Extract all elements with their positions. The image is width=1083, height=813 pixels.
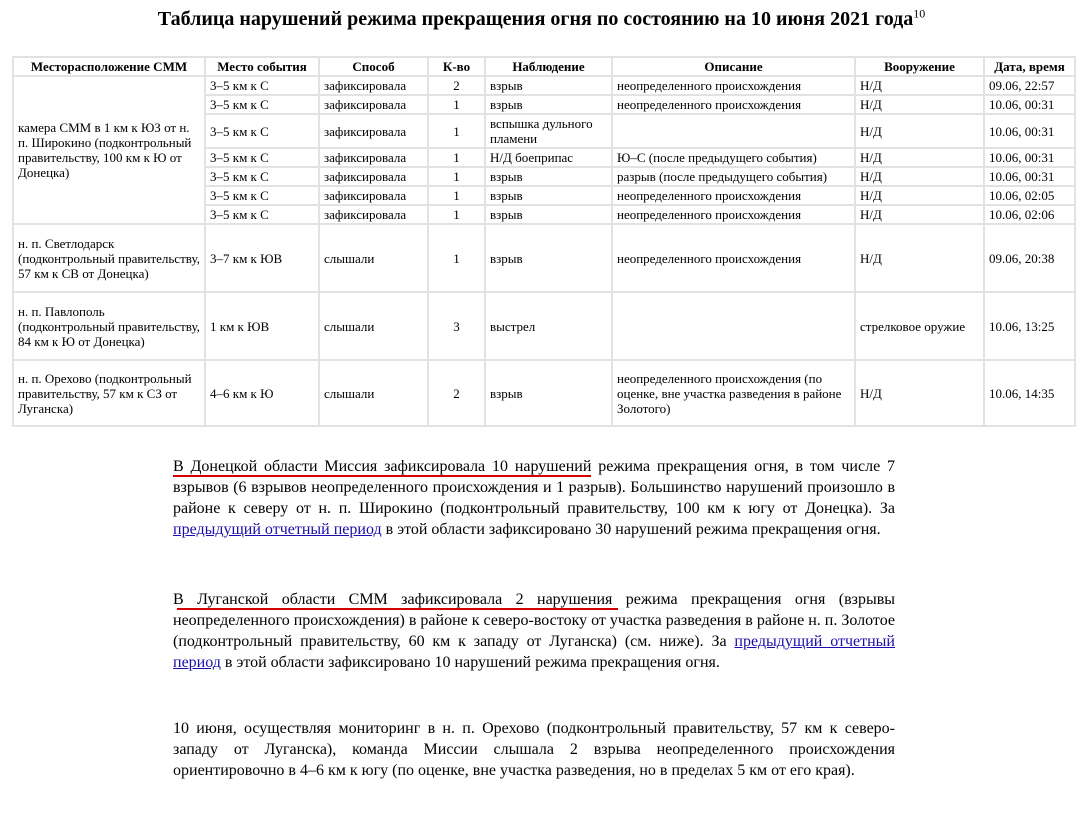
column-header: Способ (320, 58, 427, 75)
event-place-cell: 3–5 км к С (206, 149, 318, 166)
observation-cell: взрыв (486, 361, 611, 425)
count-cell: 1 (429, 96, 484, 113)
description-cell: неопределенного происхождения (613, 206, 854, 223)
count-cell: 1 (429, 187, 484, 204)
datetime-cell: 09.06, 22:57 (985, 77, 1074, 94)
weapon-cell: стрелковое оружие (856, 293, 983, 359)
table-row (14, 361, 1074, 425)
paragraph-orekhovo (173, 718, 895, 781)
weapon-cell: Н/Д (856, 149, 983, 166)
weapon-cell: Н/Д (856, 168, 983, 185)
paragraph-text: режима прекращения огня (взрывы неопределенного происхождения) в районе к северо-востоку от участка разведения в районе н. п. Золотое (подконтрольный правительству, 60 км к западу от Луганска) (см. ниже). За (173, 591, 895, 650)
smm-location-cell: камера СММ в 1 км к ЮЗ от н. п. Широкино (подконтрольный правительству, 100 км к Ю от Донецка) (14, 77, 204, 223)
datetime-cell: 10.06, 00:31 (985, 168, 1074, 185)
violations-table (12, 56, 1076, 427)
observation-cell: взрыв (486, 96, 611, 113)
event-place-cell: 3–5 км к С (206, 187, 318, 204)
method-cell: зафиксировала (320, 77, 427, 94)
description-cell: неопределенного происхождения (613, 77, 854, 94)
description-cell: неопределенного происхождения (613, 187, 854, 204)
weapon-cell: Н/Д (856, 77, 983, 94)
observation-cell: Н/Д боеприпас (486, 149, 611, 166)
count-cell: 1 (429, 115, 484, 147)
method-cell: слышали (320, 361, 427, 425)
method-cell: зафиксировала (320, 115, 427, 147)
red-underline (177, 608, 618, 610)
column-header: Месторасположение СММ (14, 58, 204, 75)
description-cell: разрыв (после предыдущего события) (613, 168, 854, 185)
event-place-cell: 3–5 км к С (206, 206, 318, 223)
previous-period-link[interactable]: предыдущий отчетный период (173, 521, 382, 538)
table-row (14, 77, 1074, 94)
event-place-cell: 3–5 км к С (206, 77, 318, 94)
method-cell: зафиксировала (320, 149, 427, 166)
event-place-cell: 3–5 км к С (206, 96, 318, 113)
smm-location-cell: н. п. Павлополь (подконтрольный правительству, 84 км к Ю от Донецка) (14, 293, 204, 359)
observation-cell: взрыв (486, 187, 611, 204)
column-header: Место события (206, 58, 318, 75)
highlight-donetsk: В Донецкой области Миссия зафиксировала 10 нарушений (173, 458, 592, 475)
event-place-cell: 1 км к ЮВ (206, 293, 318, 359)
smm-location-cell: н. п. Орехово (подконтрольный правительству, 57 км к СЗ от Луганска) (14, 361, 204, 425)
observation-cell: взрыв (486, 225, 611, 291)
paragraph-donetsk (173, 456, 895, 540)
title-text: Таблица нарушений режима прекращения огня по состоянию на 10 июня 2021 года (157, 8, 914, 30)
title-footnote[interactable]: 10 (913, 6, 926, 21)
description-cell (613, 115, 854, 147)
count-cell: 1 (429, 225, 484, 291)
event-place-cell: 3–5 км к С (206, 115, 318, 147)
observation-cell: взрыв (486, 77, 611, 94)
weapon-cell: Н/Д (856, 206, 983, 223)
event-place-cell: 3–7 км к ЮВ (206, 225, 318, 291)
event-place-cell: 3–5 км к С (206, 168, 318, 185)
method-cell: зафиксировала (320, 168, 427, 185)
table-row (14, 225, 1074, 291)
count-cell: 2 (429, 361, 484, 425)
description-cell: неопределенного происхождения (613, 225, 854, 291)
observation-cell: выстрел (486, 293, 611, 359)
description-cell: неопределенного происхождения (по оценке, вне участка разведения в районе Золотого) (613, 361, 854, 425)
highlight-luhansk: В Луганской области СММ зафиксировала 2 нарушения (173, 591, 612, 608)
count-cell: 1 (429, 149, 484, 166)
page-title (0, 6, 1083, 32)
column-header: Наблюдение (486, 58, 611, 75)
description-cell (613, 293, 854, 359)
method-cell: зафиксировала (320, 96, 427, 113)
column-header: Описание (613, 58, 854, 75)
description-cell: Ю–С (после предыдущего события) (613, 149, 854, 166)
weapon-cell: Н/Д (856, 115, 983, 147)
column-header: Дата, время (985, 58, 1074, 75)
datetime-cell: 10.06, 13:25 (985, 293, 1074, 359)
observation-cell: вспышка дульного пламени (486, 115, 611, 147)
weapon-cell: Н/Д (856, 361, 983, 425)
datetime-cell: 10.06, 00:31 (985, 96, 1074, 113)
column-header: К-во (429, 58, 484, 75)
paragraph-text: в этой области зафиксировано 10 нарушений режима прекращения огня. (220, 654, 720, 671)
event-place-cell: 4–6 км к Ю (206, 361, 318, 425)
datetime-cell: 10.06, 14:35 (985, 361, 1074, 425)
description-cell: неопределенного происхождения (613, 96, 854, 113)
weapon-cell: Н/Д (856, 96, 983, 113)
paragraph-text: в этой области зафиксировано 30 нарушений режима прекращения огня. (381, 521, 881, 538)
paragraph-text: режима прекращения огня, в том числе 7 взрывов (6 взрывов неопределенного происхождения и 1 разрыв). Большинство нарушений произошло в районе к северу от н. п. Широкино (подконтрольный правительству, 100 км к югу от Донецка). За (173, 458, 896, 517)
datetime-cell: 10.06, 02:06 (985, 206, 1074, 223)
method-cell: слышали (320, 225, 427, 291)
method-cell: зафиксировала (320, 206, 427, 223)
paragraph-luhansk (173, 589, 895, 673)
observation-cell: взрыв (486, 206, 611, 223)
previous-period-link[interactable]: предыдущий отчетный период (173, 633, 895, 671)
weapon-cell: Н/Д (856, 187, 983, 204)
count-cell: 3 (429, 293, 484, 359)
count-cell: 2 (429, 77, 484, 94)
observation-cell: взрыв (486, 168, 611, 185)
column-header: Вооружение (856, 58, 983, 75)
count-cell: 1 (429, 168, 484, 185)
table-header-row (14, 58, 1074, 75)
count-cell: 1 (429, 206, 484, 223)
method-cell: зафиксировала (320, 187, 427, 204)
red-underline (173, 475, 591, 477)
method-cell: слышали (320, 293, 427, 359)
table-row (14, 293, 1074, 359)
smm-location-cell: н. п. Светлодарск (подконтрольный правительству, 57 км к СВ от Донецка) (14, 225, 204, 291)
weapon-cell: Н/Д (856, 225, 983, 291)
datetime-cell: 10.06, 00:31 (985, 149, 1074, 166)
datetime-cell: 10.06, 00:31 (985, 115, 1074, 147)
paragraph-text: 10 июня, осуществляя мониторинг в н. п. Орехово (подконтрольный правительству, 57 км к северо-западу от Луганска), команда Миссии слышала 2 взрыва неопределенного происхождения ориентировочно в 4–6 км к югу (по оценке, вне участка разведения, но в пределах 5 км от его края). (173, 720, 895, 779)
table-body (14, 77, 1074, 425)
datetime-cell: 10.06, 02:05 (985, 187, 1074, 204)
datetime-cell: 09.06, 20:38 (985, 225, 1074, 291)
